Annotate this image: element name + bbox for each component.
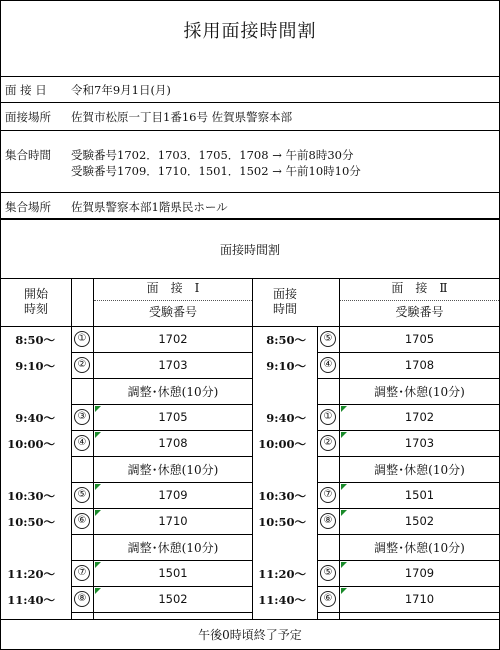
comment-marker (95, 406, 101, 412)
info-row-gather-place (1, 192, 499, 218)
exam-number: 1710 (158, 514, 188, 528)
sequence-number: ⑥ (74, 513, 90, 529)
header-exam-no-2: 受験番号 (395, 305, 444, 319)
interview-time: 9:10～ (266, 359, 306, 373)
exam-number: 1702 (158, 332, 188, 346)
comment-marker (95, 562, 101, 568)
interview-time: 10:30～ (258, 489, 306, 503)
start-time: 10:50～ (7, 515, 55, 529)
header-interview-time: 面接 時間 (272, 287, 297, 316)
sequence-number: ⑧ (320, 513, 336, 529)
interview-time: 10:00～ (258, 437, 306, 451)
sequence-number: ② (320, 435, 336, 451)
comment-marker (341, 432, 347, 438)
start-time: 11:40～ (7, 593, 55, 607)
page-title: 採用面接時間割 (183, 21, 317, 42)
comment-marker (341, 406, 347, 412)
sequence-number: ③ (74, 409, 90, 425)
sequence-number: ⑥ (320, 591, 336, 607)
sequence-number: ② (74, 357, 90, 373)
exam-number: 1705 (158, 410, 188, 424)
header-start-time: 開始 時刻 (23, 287, 48, 316)
start-time: 8:50～ (15, 333, 55, 347)
end-time-note: 午後0時頃終了予定 (1, 619, 499, 650)
exam-number: 1708 (404, 358, 435, 372)
date-label: 面 接 日 (5, 83, 47, 97)
header-exam-no-1: 受験番号 (148, 305, 197, 319)
schedule-heading: 面接時間割 (219, 243, 280, 257)
comment-marker (341, 562, 347, 568)
exam-number: 1703 (404, 436, 435, 450)
start-time: 9:40～ (15, 411, 55, 425)
comment-marker (341, 484, 347, 490)
interview-time: 11:40～ (258, 593, 306, 607)
comment-marker (95, 484, 101, 490)
sequence-number: ⑤ (320, 565, 336, 581)
info-row-gather-time (1, 130, 499, 193)
start-time: 10:00～ (7, 437, 55, 451)
title-box (1, 1, 499, 77)
venue-label: 面接場所 (5, 110, 51, 124)
gather-time-label: 集合時間 (5, 148, 51, 162)
start-time: 10:30～ (7, 489, 55, 503)
sequence-number: ⑤ (320, 331, 336, 347)
section-divider (1, 218, 499, 220)
gather-place-value: 佐賀県警察本部1階県民ホール (71, 200, 228, 214)
comment-marker (95, 432, 101, 438)
exam-number: 1702 (404, 410, 435, 424)
gather-time-line1: 受験番号1702．1703．1705．1708 → 午前8時30分 (71, 148, 354, 162)
info-row-venue (1, 102, 499, 131)
exam-number: 1710 (404, 592, 435, 606)
interview-time: 11:20～ (258, 567, 306, 581)
start-time: 9:10～ (15, 359, 55, 373)
break-label: 調整･休憩(10分) (127, 541, 219, 555)
exam-number: 1709 (158, 488, 188, 502)
gather-time-line2: 受験番号1709．1710．1501．1502 → 午前10時10分 (71, 164, 361, 178)
sequence-number: ⑦ (320, 487, 336, 503)
exam-number: 1501 (404, 488, 435, 502)
comment-marker (341, 588, 347, 594)
header-panel1: 面 接 Ⅰ (146, 281, 200, 295)
sequence-number: ④ (74, 435, 90, 451)
exam-number: 1703 (158, 358, 188, 372)
break-label: 調整･休憩(10分) (127, 463, 219, 477)
break-label: 調整･休憩(10分) (374, 463, 465, 477)
exam-number: 1705 (404, 332, 435, 346)
break-label: 調整･休憩(10分) (127, 385, 219, 399)
sequence-number: ① (320, 409, 336, 425)
exam-number: 1708 (158, 436, 188, 450)
exam-number: 1709 (404, 566, 435, 580)
comment-marker (95, 588, 101, 594)
interview-time: 10:50～ (258, 515, 306, 529)
exam-number: 1502 (404, 514, 435, 528)
gather-place-label: 集合場所 (5, 200, 51, 214)
venue-value: 佐賀市松原一丁目1番16号 佐賀県警察本部 (71, 110, 293, 124)
header-panel2: 面 接 Ⅱ (391, 281, 448, 295)
sequence-number: ⑤ (74, 487, 90, 503)
sequence-number: ④ (320, 357, 336, 373)
sequence-number: ⑦ (74, 565, 90, 581)
sequence-number: ① (74, 331, 90, 347)
schedule-table (1, 278, 499, 619)
interview-time: 8:50～ (266, 333, 306, 347)
exam-number: 1502 (158, 592, 188, 606)
exam-number: 1501 (158, 566, 188, 580)
break-label: 調整･休憩(10分) (374, 541, 465, 555)
comment-marker (95, 510, 101, 516)
break-label: 調整･休憩(10分) (374, 385, 465, 399)
sequence-number: ⑧ (74, 591, 90, 607)
info-row-date (1, 76, 499, 103)
interview-time: 9:40～ (266, 411, 306, 425)
date-value: 令和7年9月1日(月) (71, 83, 171, 97)
start-time: 11:20～ (7, 567, 55, 581)
comment-marker (341, 510, 347, 516)
